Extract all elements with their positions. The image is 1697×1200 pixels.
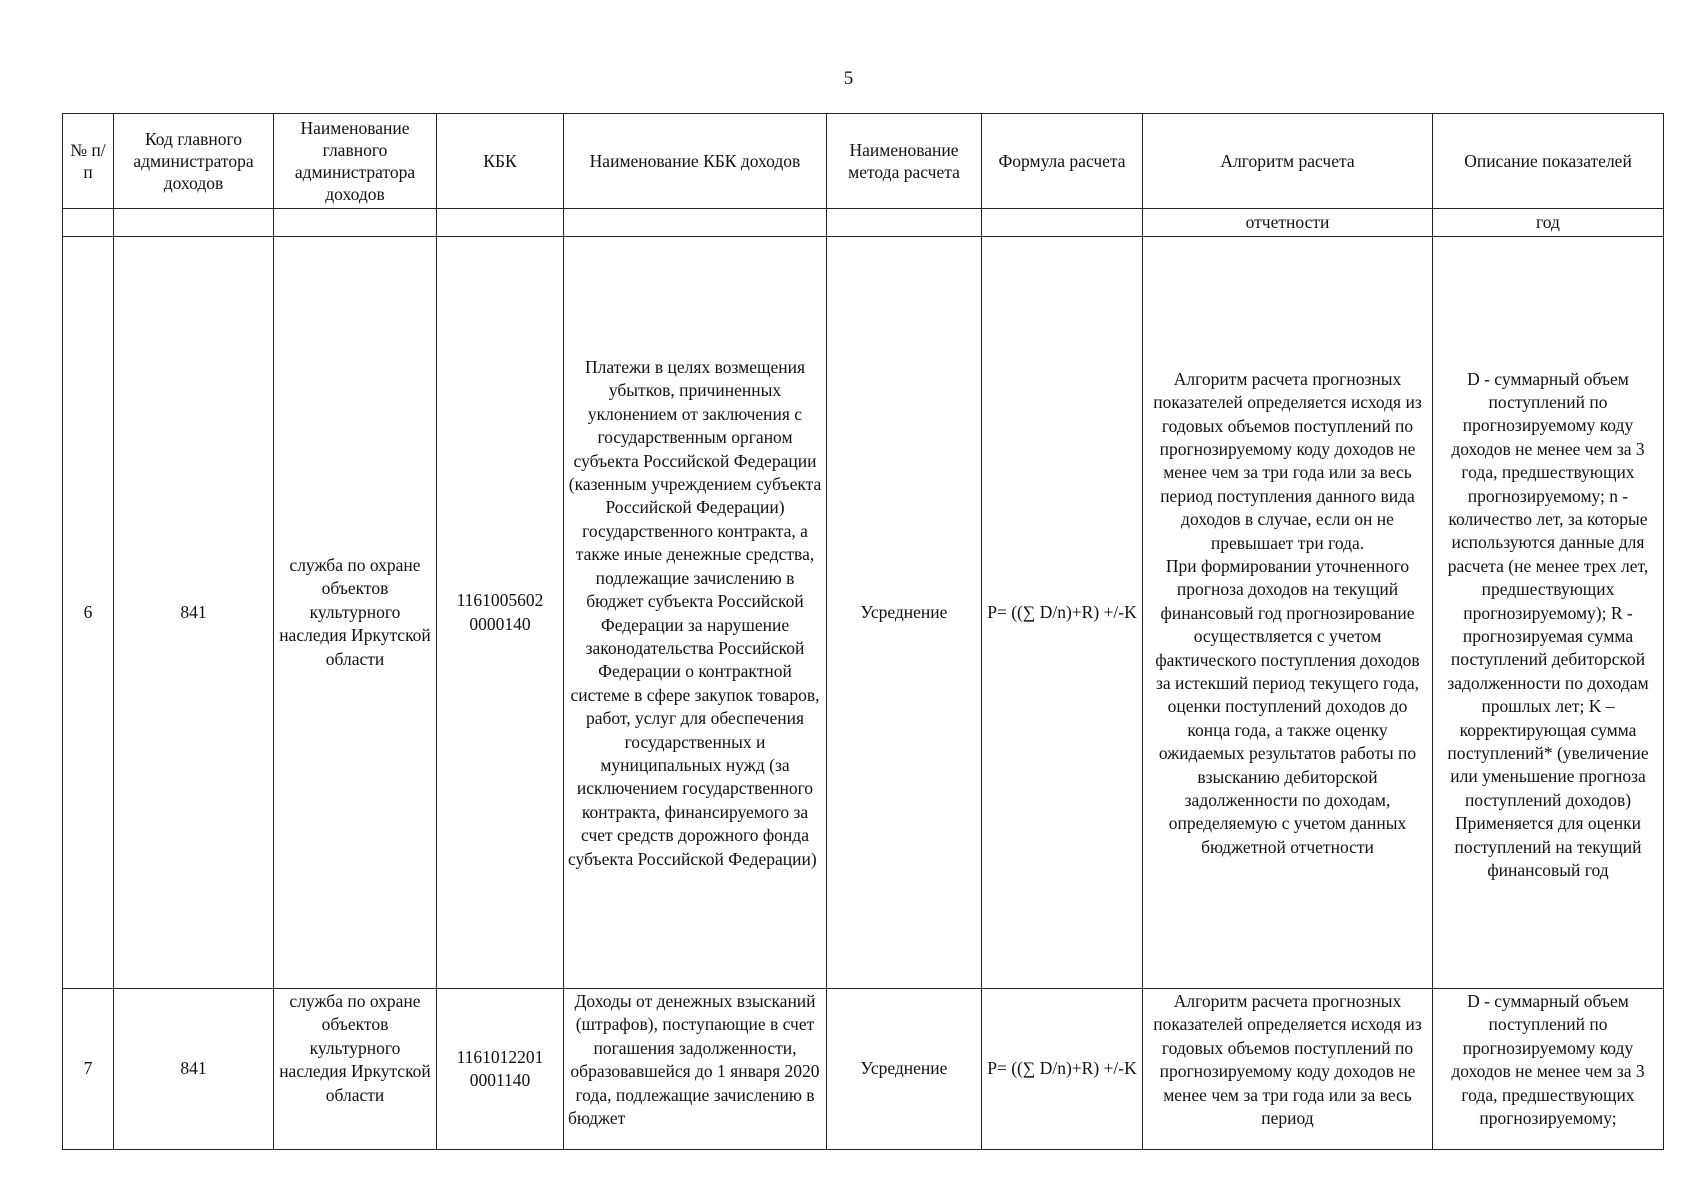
continuation-row (63, 209, 1664, 237)
table-cell (63, 209, 114, 237)
table-cell (274, 209, 437, 237)
table-cell (437, 209, 564, 237)
row-admin-code: 841 (114, 237, 274, 989)
description-text: D - суммарный объем поступлений по прогнозируемому коду доходов не менее чем за 3 года, предшествующих прогнозируемому; (1451, 991, 1645, 1129)
row-method: Усреднение (827, 237, 982, 989)
table-cell (982, 209, 1143, 237)
header-method: Наименование метода расчета (827, 114, 982, 209)
row-num: 6 (63, 237, 114, 989)
row-description (1433, 989, 1664, 1150)
row-algorithm (1143, 237, 1433, 989)
row-admin-name (274, 989, 437, 1150)
row-kbk-name (564, 989, 827, 1150)
header-formula: Формула расчета (982, 114, 1143, 209)
header-kbk: КБК (437, 114, 564, 209)
admin-name-text: служба по охране объектов культурного наследия Иркутской области (279, 991, 431, 1105)
algorithm-text: Алгоритм расчета прогнозных показателей определяется исходя из годовых объемов поступлений по прогнозируемому коду доходов не менее чем за три года или за весь период (1153, 991, 1422, 1129)
row-kbk: 1161012201 0001140 (437, 989, 564, 1150)
revenue-methods-table (62, 113, 1664, 1150)
row-formula: P= ((∑ D/n)+R) +/-K (982, 989, 1143, 1150)
row-kbk: 1161005602 0000140 (437, 237, 564, 989)
continuation-description: год (1433, 209, 1664, 237)
header-kbk-name: Наименование КБК доходов (564, 114, 827, 209)
algorithm-paragraph-1: Алгоритм расчета прогнозных показателей определяется исходя из годовых объемов поступлений по прогнозируемому коду доходов не менее чем за три года или за весь период поступления данного вида доходов в случае, если он не превышает три года. (1153, 368, 1422, 553)
table-row (63, 237, 1664, 989)
row-admin-code: 841 (114, 989, 274, 1150)
continuation-algorithm: отчетности (1143, 209, 1433, 237)
row-algorithm (1143, 989, 1433, 1150)
row-kbk-name: Платежи в целях возмещения убытков, причиненных уклонением от заключения с государственным органом субъекта Российской Федерации (казенным учреждением субъекта Российской Федерации) государственного контракта, а также иные денежные средства, подлежащие зачислению в бюджет субъекта Российской Федерации за нарушение законодательства Российской Федерации о контрактной системе в сфере закупок товаров, работ, услуг для обеспечения государственных и муниципальных нужд (за исключением государственного контракта, финансируемого за счет средств дорожного фонда субъекта Российской Федерации) (564, 237, 827, 989)
table-cell (564, 209, 827, 237)
algorithm-paragraph-2: При формировании уточненного прогноза доходов на текущий финансовый год прогнозирование осуществляется с учетом фактического поступления доходов за истекший период текущего года, оценки поступлений доходов до конца года, а также оценку ожидаемых результатов работы по взысканию дебиторской задолженности по доходам, определяемую с учетом данных бюджетной отчетности (1155, 555, 1420, 857)
table-cell (114, 209, 274, 237)
row-num: 7 (63, 989, 114, 1150)
table-header-row (63, 114, 1664, 209)
row-method: Усреднение (827, 989, 982, 1150)
header-description: Описание показателей (1433, 114, 1664, 209)
row-formula: P= ((∑ D/n)+R) +/-K (982, 237, 1143, 989)
row-description: D - суммарный объем поступлений по прогнозируемому коду доходов не менее чем за 3 года, предшествующих прогнозируемому; n - количество лет, за которые используются данные для расчета (не менее трех лет, предшествующих прогнозируемому); R - прогнозируемая сумма поступлений дебиторской задолженности по доходам прошлых лет; K – корректирующая сумма поступлений* (увеличение или уменьшение прогноза поступлений доходов) Применяется для оценки поступлений на текущий финансовый год (1433, 237, 1664, 989)
header-admin-code: Код главного администратора доходов (114, 114, 274, 209)
kbk-name-text: Доходы от денежных взысканий (штрафов), поступающие в счет погашения задолженности, образовавшейся до 1 января 2020 года, подлежащие зачислению в бюджет (568, 991, 820, 1129)
header-algorithm: Алгоритм расчета (1143, 114, 1433, 209)
page-number: 5 (843, 68, 854, 89)
row-admin-name: служба по охране объектов культурного наследия Иркутской области (274, 237, 437, 989)
header-num: № п/п (63, 114, 114, 209)
header-admin-name: Наименование главного администратора доходов (274, 114, 437, 209)
table-row (63, 989, 1664, 1150)
table-cell (827, 209, 982, 237)
